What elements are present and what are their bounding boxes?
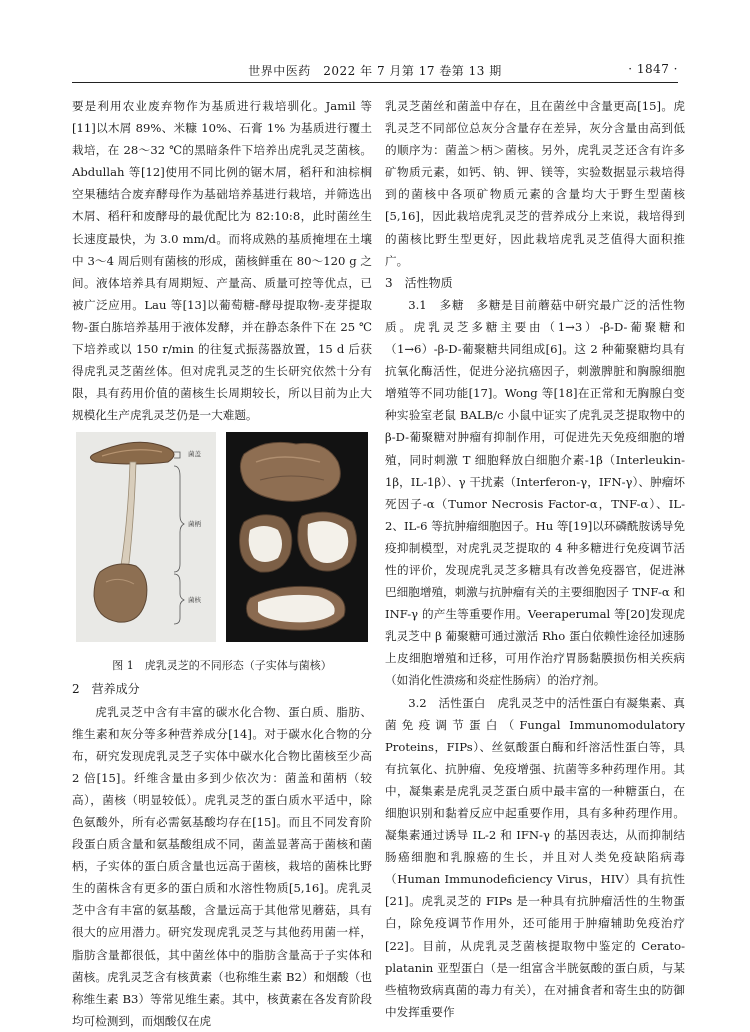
label-stipe: 菌柄 [188,520,201,529]
figure-1 [72,432,372,652]
paragraph: 乳灵芝菌丝和菌盖中存在，且在菌丝中含量更高[15]。虎乳灵芝不同部位总灰分含量存在差异，灰分含量由高到低的顺序为：菌盖＞柄＞菌核。另外，虎乳灵芝还含有许多矿物质元素，如钙、钠、钾、镁等，实验数据显示栽培得到的菌核中各项矿物质元素的含量均大于野生型菌核[5,16]，因此栽培虎乳灵芝的营养成分上来说，栽培得到的菌核比野生型更好，因此栽培虎乳灵芝值得大面积推广。 [385,99,685,268]
section-heading: 2 营养成分 [72,682,140,697]
paragraph: 要是利用农业废弃物作为基质进行栽培驯化。Jamil 等[11]以木屑 89%、米糠 10%、石膏 1% 为基质进行覆土栽培，在 28～32 ℃的黑暗条件下培养出虎乳灵芝菌核。Abdullah 等[12]使用不同比例的锯木屑，稻秆和油棕榈空果穗结合废弃酵母作为基础培养基进行栽培，并筛选出木屑、稻秆和废酵母的最优配比为 82:10:8，此时菌丝生长速度最快，为 3.0 mm/d。而将成熟的基质掩埋在土壤中 3～4 周后则有菌核的形成，菌核鲜重在 80～120 g 之间。液体培养具有周期短、产量高、质量可控等优点，已被广泛应用。Lau 等[13]以葡萄糖-酵母提取物-麦芽提取物-蛋白胨培养基用于液体发酵，并在静态条件下在 25 ℃下培养或以 150 r/min 的往复式振荡器放置，15 d 后获得虎乳灵芝菌丝体。但对虎乳灵芝的生长研究依然十分有限，具有药用价值的菌核生长周期较长，所以目前为止大规模化生产虎乳灵芝仍是一大难题。 [72,99,372,423]
section-heading: 3 活性物质 [385,275,453,290]
paragraph: 3.1 多糖 多糖是目前蘑菇中研究最广泛的活性物质。虎乳灵芝多糖主要由（1→3）-β-D-葡聚糖和（1→6）-β-D-葡聚糖共同组成[6]。这 2 种葡聚糖均具有抗氧化酶活性，促进分泌抗癌因子，刺激脾脏和胸腺细胞增殖等不同功能[17]。Wong 等[18]在正常和无胸腺白变种实验室老鼠 BALB/c 小鼠中证实了虎乳灵芝提取物中的 β-D-葡聚糖对肿瘤有抑制作用，可促进先天免疫细胞的增殖，同时刺激 T 细胞释放白细胞介素-1β（Interleukin-1β，IL-1β）、γ 干扰素（Interferon-γ，IFN-γ）、肿瘤坏死因子-α（Tumor Necrosis Factor-α，TNF-α）、IL-2、IL-6 等抗肿瘤细胞因子。Hu 等[19]以环磷酰胺诱导免疫抑制模型，对虎乳灵芝提取的 4 种多糖进行免疫调节活性的评价，发现虎乳灵芝多糖具有改善免疫器官，促进淋巴细胞增殖，刺激与抗肿瘤有关的主要细胞因子 TNF-α 和 INF-γ 的产生等重要作用。Veeraperumal 等[20]发现虎乳灵芝中 β 葡聚糖可通过激活 Rho 蛋白依赖性途径加速肠上皮细胞增殖和迁移，可用作治疗胃肠黏膜损伤相关疾病（如消化性溃疡和炎症性肠病）的治疗剂。 [385,297,685,688]
running-header [72,60,678,83]
figure-caption: 图 1 虎乳灵芝的不同形态（子实体与菌核） [112,659,332,673]
label-cap: 菌盖 [188,450,201,459]
label-sclerotium: 菌核 [188,596,201,605]
sclerotium-sections-image [226,432,368,642]
right-column [385,95,685,1023]
fruiting-body-photo [76,432,216,642]
sclerotium-photo [226,432,368,642]
page-number: · 1847 · [628,62,678,76]
paragraph: 3.2 活性蛋白 虎乳灵芝中的活性蛋白有凝集素、真菌免疫调节蛋白（Fungal Immunomodulatory Proteins，FIPs）、丝氨酸蛋白酶和纤溶活性蛋白等，具有抗氧化、抗肿瘤、免疫增强、抗菌等多种药理作用。其中，凝集素是虎乳灵芝蛋白质中最丰富的一种糖蛋白，在细胞识别和黏着反应中起重要作用，具有多种药理作用。凝集素通过诱导 IL-2 和 IFN-γ 的基因表达，从而抑制结肠癌细胞和乳腺癌的生长，并且对人类免疫缺陷病毒（Human Immunodeficiency Virus，HIV）具有抗性[21]。虎乳灵芝的 FIPs 是一种具有抗肿瘤活性的生物蛋白，除免疫调节作用外，还可能用于肿瘤辅助免疫治疗[22]。目前，从虎乳灵芝菌核提取物中鉴定的 Cerato-platanin 亚型蛋白（是一组富含半胱氨酸的蛋白质，与某些植物致病真菌的毒力有关），在对捕食者和寄生虫的防御中发挥重要作 [385,695,685,1019]
left-column [72,95,372,1032]
paragraph: 虎乳灵芝中含有丰富的碳水化合物、蛋白质、脂肪、维生素和灰分等多种营养成分[14]。对于碳水化合物的分布，研究发现虎乳灵芝子实体中碳水化合物比菌核至少高 2 倍[15]。纤维含量由多到少依次为：菌盖和菌柄（较高），菌核（明显较低）。虎乳灵芝的蛋白质水平适中，除色氨酸外，所有必需氨基酸均存在[15]。而且不同发育阶段蛋白质含量和氨基酸组成不同，菌盖显著高于菌核和菌柄，子实体的蛋白质含量也远高于菌核，栽培的菌株比野生的菌株含有更多的蛋白质和水溶性物质[5,16]。虎乳灵芝中含有丰富的氨基酸，含量远高于其他常见蘑菇，具有很大的应用潜力。研究发现虎乳灵芝与其他药用菌一样，脂肪含量都很低，其中菌丝体中的脂肪含量高于子实体和菌核。虎乳灵芝含有核黄素（也称维生素 B2）和烟酸（也称维生素 B3）等常见维生素。其中，核黄素在各发育阶段均可检测到，而烟酸仅在虎 [72,704,372,1028]
mushroom-fruiting-body-image [76,432,216,642]
journal-title: 世界中医药 2022 年 7 月第 17 卷第 13 期 [248,64,502,78]
